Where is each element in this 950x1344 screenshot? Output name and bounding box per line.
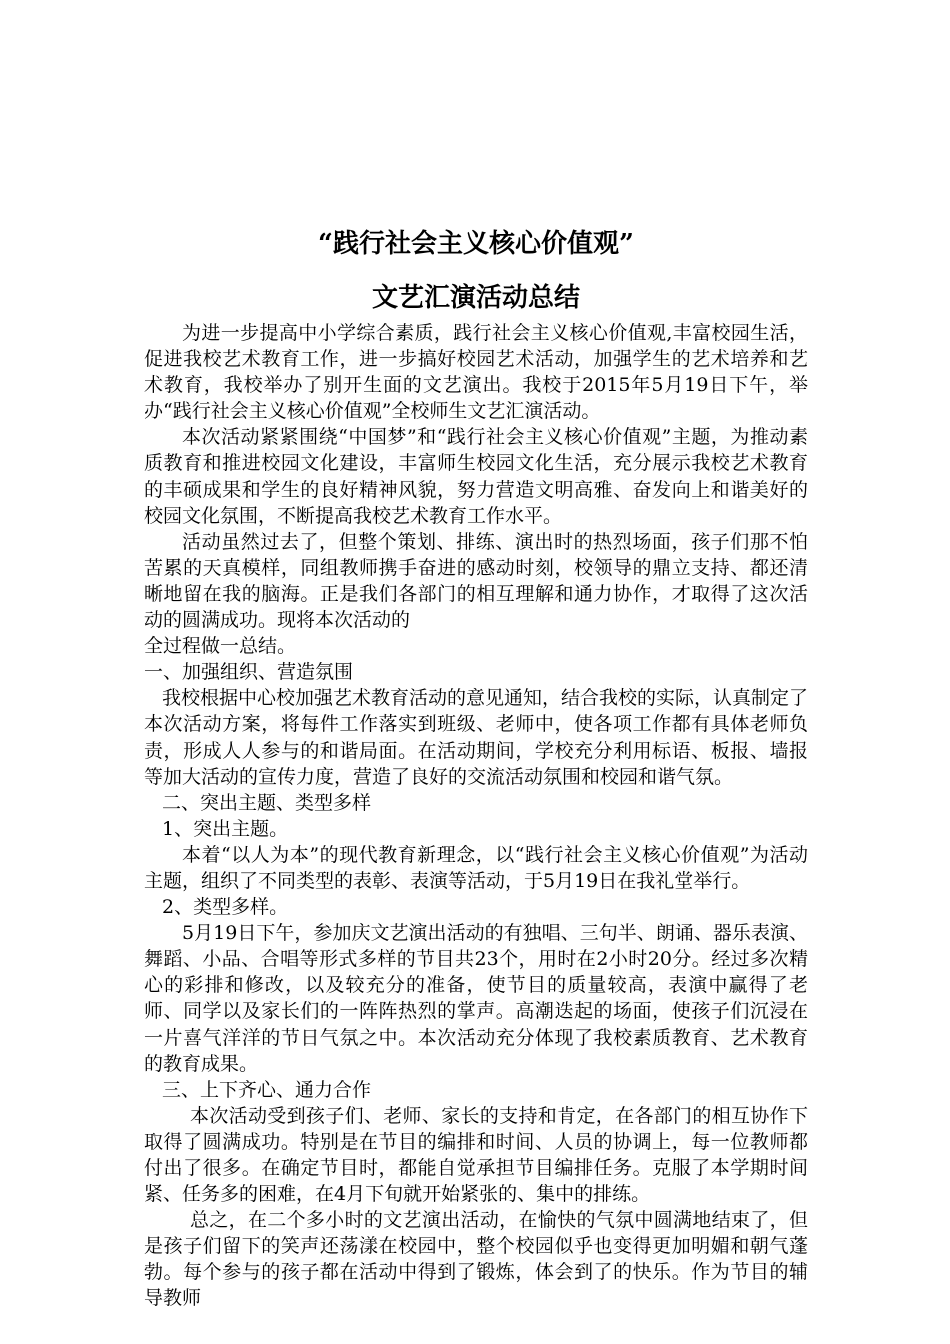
- paragraph-section-2-2: 5月19日下午，参加庆文艺演出活动的有独唱、三句半、朗诵、器乐表演、舞蹈、小品、合唱等形式多样的节目共23个，用时在2小时20分。经过多次精心的彩排和修改，以及较充分的准备，使节目的质量较高，表演中赢得了老师、同学以及家长们的一阵阵热烈的掌声。高潮迭起的场面，使孩子们沉浸在一片喜气洋洋的节日气氛之中。本次活动充分体现了我校素质教育、艺术教育的教育成果。: [144, 922, 808, 1075]
- paragraph-section-3: 本次活动受到孩子们、老师、家长的支持和肯定，在各部门的相互协作下取得了圆满成功。特别是在节目的编排和时间、人员的协调上，每一位教师都付出了很多。在确定节目时，都能自觉承担节目编排任务。克服了本学期时间紧、任务多的困难，在4月下旬就开始紧张的、集中的排练。: [144, 1104, 808, 1206]
- paragraph-review-continued: 全过程做一总结。: [144, 635, 297, 658]
- subheading-2-2: 2、类型多样。: [162, 896, 289, 919]
- section-heading-1: 一、加强组织、营造氛围: [144, 661, 354, 684]
- paragraph-conclusion: 总之，在二个多小时的文艺演出活动，在愉快的气氛中圆满地结束了，但是孩子们留下的笑声还荡漾在校园中，整个校园似乎也变得更加明媚和朝气蓬勃。每个参与的孩子都在活动中得到了锻炼，体会到了的快乐。作为节目的辅导教师: [144, 1209, 808, 1310]
- subheading-2-1: 1、突出主题。: [162, 817, 289, 840]
- paragraph-section-1: 我校根据中心校加强艺术教育活动的意见通知，结合我校的实际，认真制定了本次活动方案，将每件工作落实到班级、老师中，使各项工作都有具体老师负责，形成人人参与的和谐局面。在活动期间，学校充分利用标语、板报、墙报等加大活动的宣传力度，营造了良好的交流活动氛围和校园和谐气氛。: [144, 687, 809, 788]
- document-title: “践行社会主义核心价值观”: [318, 229, 634, 259]
- document-subtitle: 文艺汇演活动总结: [371, 283, 580, 313]
- paragraph-theme: 本次活动紧紧围绕“中国梦”和“践行社会主义核心价值观”主题，为推动素质教育和推进校园文化建设，丰富师生校园文化生活，充分展示我校艺术教育的丰硕成果和学生的良好精神风貌，努力营造文明高雅、奋发向上和谐美好的校园文化氛围，不断提高我校艺术教育工作水平。: [144, 426, 808, 527]
- paragraph-review: 活动虽然过去了，但整个策划、排练、演出时的热烈场面，孩子们那不怕苦累的天真模样，同组教师携手奋进的感动时刻，校领导的鼎立支持、都还清晰地留在我的脑海。正是我们各部门的相互理解和通力协作，才取得了这次活动的圆满成功。现将本次活动的: [144, 530, 808, 632]
- document-page: [144, 224, 808, 1312]
- paragraph-section-2-1: 本着“以人为本”的现代教育新理念，以“践行社会主义核心价值观”为活动主题，组织了不同类型的表彰、表演等活动，于5月19日在我礼堂举行。: [144, 843, 808, 892]
- section-heading-3: 三、上下齐心、通力合作: [162, 1078, 372, 1101]
- section-heading-2: 二、突出主题、类型多样: [162, 791, 372, 814]
- paragraph-intro: 为进一步提高中小学综合素质，践行社会主义核心价值观,丰富校园生活，促进我校艺术教育工作，进一步搞好校园艺术活动，加强学生的艺术培养和艺术教育，我校举办了别开生面的文艺演出。我校于2015年5月19日下午，举办“践行社会主义核心价值观”全校师生文艺汇演活动。: [144, 322, 808, 423]
